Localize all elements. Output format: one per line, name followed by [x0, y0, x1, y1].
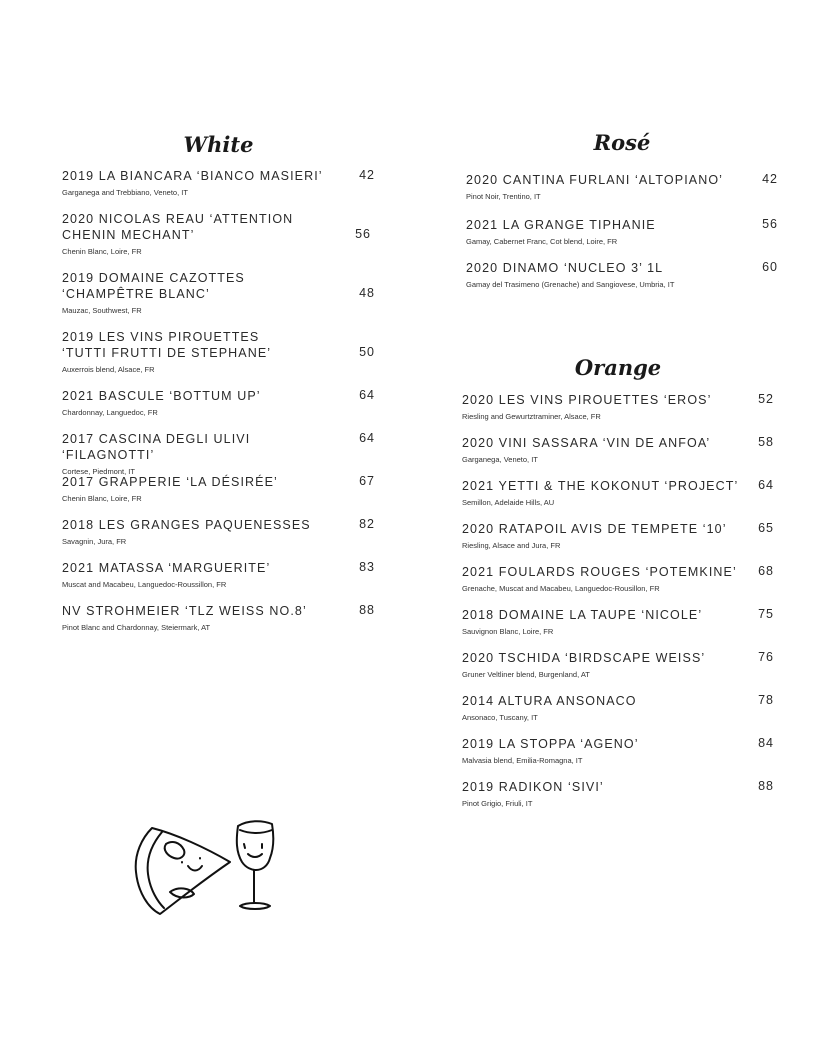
wine-glass-icon: [237, 821, 274, 909]
wine-price: 84: [758, 736, 774, 750]
wine-description: Chenin Blanc, Loire, FR: [62, 247, 142, 256]
wine-description: Cortese, Piedmont, IT: [62, 467, 135, 476]
list-item: [62, 388, 375, 431]
list-item: [462, 521, 774, 564]
pizza-slice-icon: [136, 828, 230, 914]
wine-name: 2019 LA BIANCARA ‘BIANCO MASIERI’: [62, 169, 323, 183]
wine-name: 2020 RATAPOIL AVIS DE TEMPETE ‘10’: [462, 522, 727, 536]
wine-description: Garganega and Trebbiano, Veneto, IT: [62, 188, 188, 197]
wine-description: Pinot Blanc and Chardonnay, Steiermark, AT: [62, 623, 211, 632]
wine-name: 2020 DINAMO ‘NUCLEO 3’ 1L: [466, 261, 664, 275]
wine-name: 2019 LA STOPPA ‘AGENO’: [462, 737, 639, 751]
list-item: [462, 779, 774, 822]
wine-name: 2019 DOMAINE CAZOTTES ‘CHAMPÊTRE BLANC’: [62, 271, 245, 301]
wine-price: 65: [758, 521, 774, 535]
wine-price: 52: [758, 392, 774, 406]
list-item: [62, 168, 375, 211]
wine-price: 42: [359, 168, 375, 182]
wine-price: 50: [359, 345, 375, 359]
wine-description: Chardonnay, Languedoc, FR: [62, 408, 158, 417]
wine-description: Gamay, Cabernet Franc, Cot blend, Loire, FR: [466, 237, 618, 246]
list-item: [462, 736, 774, 779]
orange-section: [462, 353, 774, 822]
wine-price: 88: [758, 779, 774, 793]
wine-price: 42: [762, 172, 778, 186]
wine-price: 78: [758, 693, 774, 707]
list-item: [62, 603, 375, 646]
wine-description: Chenin Blanc, Loire, FR: [62, 494, 142, 503]
wine-price: 48: [359, 286, 375, 300]
wine-price: 64: [359, 388, 375, 402]
wine-name: 2021 LA GRANGE TIPHANIE: [466, 218, 656, 232]
wine-name: 2014 ALTURA ANSONACO: [462, 694, 637, 708]
wine-price: 82: [359, 517, 375, 531]
list-item: [62, 517, 375, 560]
wine-name: 2020 CANTINA FURLANI ‘ALTOPIANO’: [466, 173, 724, 187]
list-item: [462, 478, 774, 521]
illustration: [130, 818, 280, 923]
wine-price: 64: [359, 431, 375, 445]
wine-price: 58: [758, 435, 774, 449]
wine-description: Pinot Noir, Trentino, IT: [466, 192, 541, 201]
list-item: [462, 650, 774, 693]
wine-price: 64: [758, 478, 774, 492]
wine-description: Gruner Veltliner blend, Burgenland, AT: [462, 670, 590, 679]
orange-list: [462, 392, 774, 822]
wine-description: Ansonaco, Tuscany, IT: [462, 713, 538, 722]
wine-name: NV STROHMEIER ‘TLZ WEISS NO.8’: [62, 604, 307, 618]
wine-name: 2021 YETTI & THE KOKONUT ‘PROJECT’: [462, 479, 739, 493]
wine-price: 83: [359, 560, 375, 574]
list-item: [466, 217, 778, 260]
wine-price: 68: [758, 564, 774, 578]
wine-name: 2019 RADIKON ‘SIVI’: [462, 780, 604, 794]
wine-name: 2019 LES VINS PIROUETTES ‘TUTTI FRUTTI DE STEPHANE’: [62, 330, 272, 360]
section-title-white: White: [183, 132, 254, 157]
wine-description: Malvasia blend, Emilia-Romagna, IT: [462, 756, 583, 765]
wine-price: 67: [359, 474, 375, 488]
wine-description: Garganega, Veneto, IT: [462, 455, 538, 464]
list-item: [462, 435, 774, 478]
rose-list: [466, 172, 778, 303]
list-item: [462, 693, 774, 736]
wine-name: 2021 MATASSA ‘MARGUERITE’: [62, 561, 271, 575]
list-item: [62, 211, 375, 270]
wine-price: 60: [762, 260, 778, 274]
list-item: [62, 431, 375, 474]
wine-price: 56: [762, 217, 778, 231]
list-item: [466, 260, 778, 303]
wine-name: 2018 LES GRANGES PAQUENESSES: [62, 518, 311, 532]
wine-price: 76: [758, 650, 774, 664]
section-title-orange: Orange: [574, 355, 662, 380]
list-item: [462, 607, 774, 650]
list-item: [466, 172, 778, 217]
wine-name: 2021 BASCULE ‘BOTTUM UP’: [62, 389, 261, 403]
white-section: [62, 130, 375, 646]
wine-description: Riesling and Gewurtztraminer, Alsace, FR: [462, 412, 601, 421]
white-list: [62, 168, 375, 646]
list-item: [462, 564, 774, 607]
wine-name: 2017 GRAPPERIE ‘LA DÉSIRÉE’: [62, 475, 278, 489]
wine-name: 2020 TSCHIDA ‘BIRDSCAPE WEISS’: [462, 651, 706, 665]
list-item: [62, 474, 375, 517]
wine-description: Savagnin, Jura, FR: [62, 537, 127, 546]
wine-price: 75: [758, 607, 774, 621]
list-item: [62, 270, 375, 329]
wine-description: Grenache, Muscat and Macabeu, Languedoc-Rousillon, FR: [462, 584, 660, 593]
list-item: [62, 560, 375, 603]
rose-section: [466, 128, 778, 303]
list-item: [462, 392, 774, 435]
wine-name: 2021 FOULARDS ROUGES ‘POTEMKINE’: [462, 565, 737, 579]
wine-name: 2020 VINI SASSARA ‘VIN DE ANFOA’: [462, 436, 711, 450]
wine-description: Muscat and Macabeu, Languedoc-Roussillon, FR: [62, 580, 227, 589]
wine-name: 2017 CASCINA DEGLI ULIVI ‘FILAGNOTTI’: [62, 432, 251, 462]
list-item: [62, 329, 375, 388]
section-title-rose: Rosé: [593, 130, 651, 155]
wine-description: Auxerrois blend, Alsace, FR: [62, 365, 155, 374]
wine-description: Gamay del Trasimeno (Grenache) and Sangiovese, Umbria, IT: [466, 280, 675, 289]
wine-description: Sauvignon Blanc, Loire, FR: [462, 627, 554, 636]
wine-price: 56: [355, 227, 371, 241]
wine-description: Mauzac, Southwest, FR: [62, 306, 142, 315]
wine-description: Riesling, Alsace and Jura, FR: [462, 541, 561, 550]
wine-name: 2020 LES VINS PIROUETTES ‘EROS’: [462, 393, 712, 407]
wine-price: 88: [359, 603, 375, 617]
wine-name: 2020 NICOLAS REAU ‘ATTENTION CHENIN MECHANT’: [62, 212, 294, 242]
wine-description: Pinot Grigio, Friuli, IT: [462, 799, 533, 808]
wine-name: 2018 DOMAINE LA TAUPE ‘NICOLE’: [462, 608, 703, 622]
wine-description: Semillon, Adelaide Hills, AU: [462, 498, 555, 507]
